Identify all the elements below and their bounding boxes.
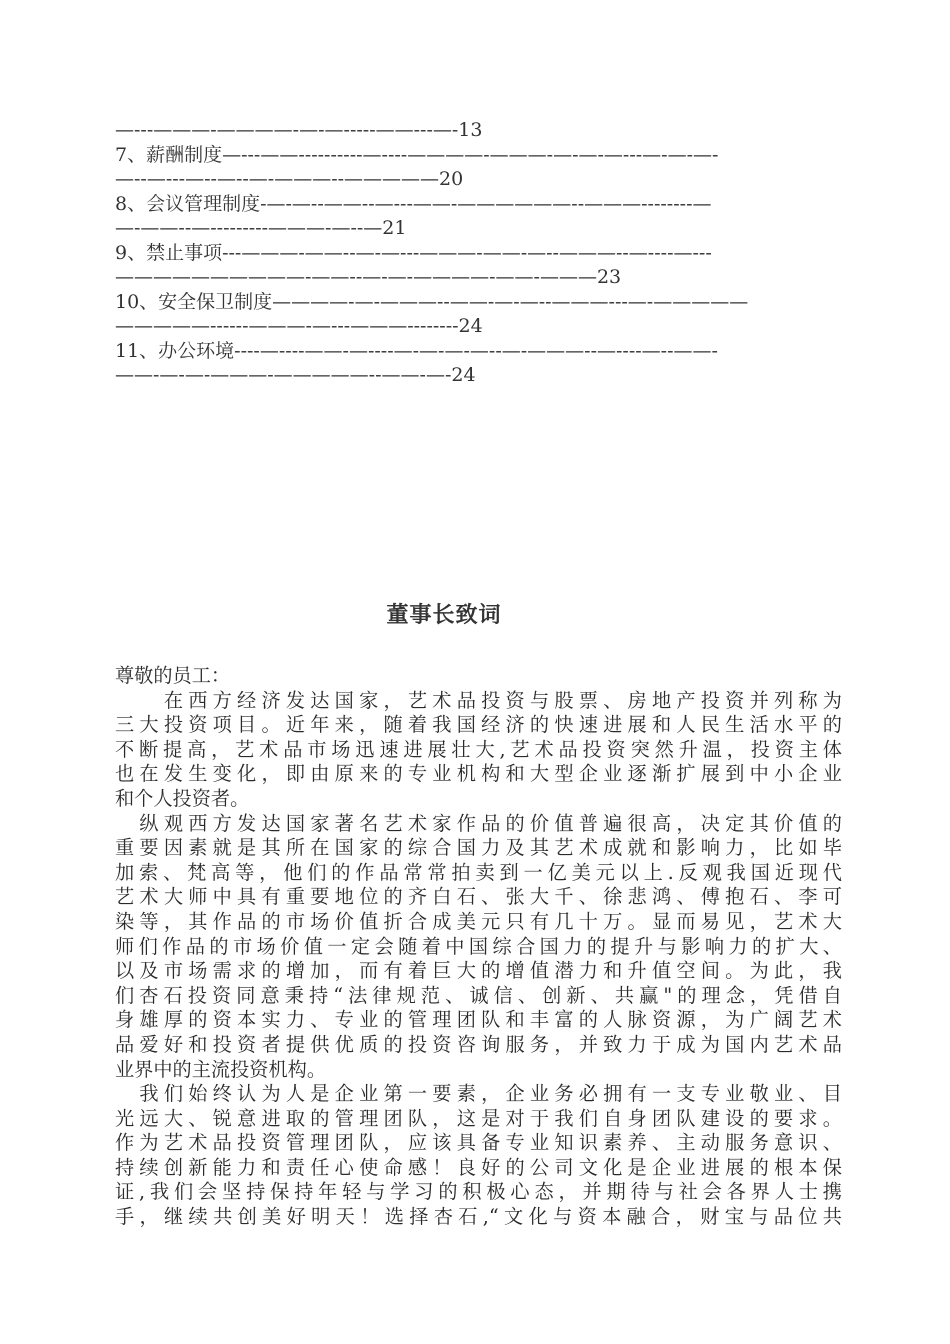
toc-entry-meeting: 8、会议管理制度-—-—--——--—---——-——————--———--------— bbox=[115, 192, 712, 215]
toc-line: ——————————-——--—-—-————-——-———23 bbox=[115, 266, 622, 288]
toc-entry-prohibitions: 9、禁止事项---———-——--—-—---———-——-—--———--—----—--- bbox=[115, 241, 712, 264]
paragraph-line: 证,我们会坚持保持年轻与学习的积极心态，并期待与社会各界人士携 bbox=[115, 1180, 842, 1204]
toc-line: —————------———-—---———--------24 bbox=[115, 315, 483, 337]
paragraph-line: 重要因素就是其所在国家的综合国力及其艺术成就和影响力，比如毕 bbox=[115, 836, 842, 860]
paragraph-line: 纵观西方发达国家著名艺术家作品的价值普遍很高，决定其价值的 bbox=[115, 811, 842, 835]
paragraph-line: 我们始终认为人是企业第一要素，企业务必拥有一支专业敬业、目 bbox=[115, 1082, 842, 1106]
paragraph-line: 业界中的主流投资机构。 bbox=[115, 1057, 327, 1081]
toc-line: ——-—-—-———-—————--——-—-24 bbox=[115, 364, 476, 386]
toc-entry-salary: 7、薪酬制度—---——----------—----————-———-—-—-—---—-—-—- bbox=[115, 143, 719, 166]
letter-title: 董事长致词 bbox=[386, 603, 502, 628]
paragraph-line: 手，继续共创美好明天！选择杏石,“文化与资本融合，财宝与品位共 bbox=[115, 1205, 842, 1229]
toc-line: —---———-————-—-—-----——---—-13 bbox=[115, 119, 483, 141]
paragraph-line: 在西方经济发达国家，艺术品投资与股票、房地产投资并列称为 bbox=[115, 688, 842, 712]
paragraph-line: 三大投资项目。近年来，随着我国经济的快速进展和人民生活水平的 bbox=[115, 713, 842, 737]
paragraph-line: 身雄厚的资本实力、专业的管理团队和丰富的人脉资源，为广阔艺术 bbox=[115, 1008, 842, 1032]
toc-line: —-——--—---------———-—--—21 bbox=[115, 217, 407, 239]
paragraph-line: 师们作品的市场价值一定会随着中国综合国力的提升与影响力的扩大、 bbox=[115, 934, 842, 958]
paragraph-line: 加索、梵高等，他们的作品常常拍卖到一亿美元以上.反观我国近现代 bbox=[115, 860, 842, 884]
paragraph-line: 艺术大师中具有重要地位的齐白石、张大千、徐悲鸿、傅抱石、李可 bbox=[115, 885, 842, 909]
salutation: 尊敬的员工： bbox=[115, 664, 231, 687]
paragraph-line: 不断提高，艺术品市场迅速进展壮大,艺术品投资突然升温，投资主体 bbox=[115, 737, 842, 761]
paragraph-line: 以及市场需求的增加，而有着巨大的增值潜力和升值空间。为此，我 bbox=[115, 959, 842, 983]
paragraph-line: 也在发生变化，即由原来的专业机构和大型企业逐渐扩展到中小企业 bbox=[115, 762, 842, 786]
table-of-contents bbox=[115, 118, 840, 388]
paragraph-line: 染等，其作品的市场价值折合成美元只有几十万。显而易见，艺术大 bbox=[115, 909, 842, 933]
toc-entry-office: 11、办公环境----—----——-—----—-—-—-—--—-———--—----—--——- bbox=[115, 339, 718, 362]
paragraph-line: 光远大、锐意进取的管理团队，这是对于我们自身团队建设的要求。 bbox=[115, 1106, 842, 1130]
letter-body bbox=[115, 664, 842, 1230]
paragraph-line: 持续创新能力和责任心使命感！良好的公司文化是企业进展的根本保 bbox=[115, 1155, 842, 1179]
paragraph-line: 作为艺术品投资管理团队，应该具备专业知识素养、主动服务意识、 bbox=[115, 1131, 842, 1155]
toc-entry-security: 10、安全保卫制度————-—-———--——-—-—--———---—-————— bbox=[115, 290, 749, 313]
paragraph-line: 和个人投资者。 bbox=[115, 786, 250, 810]
paragraph-line: 品爱好和投资者提供优质的投资咨询服务，并致力于成为国内艺术品 bbox=[115, 1032, 842, 1056]
paragraph-line: 们杏石投资同意秉持“法律规范、诚信、创新、共赢"的理念，凭借自 bbox=[115, 983, 842, 1007]
toc-line: —--—---—--—--—-———--—————20 bbox=[115, 168, 464, 190]
